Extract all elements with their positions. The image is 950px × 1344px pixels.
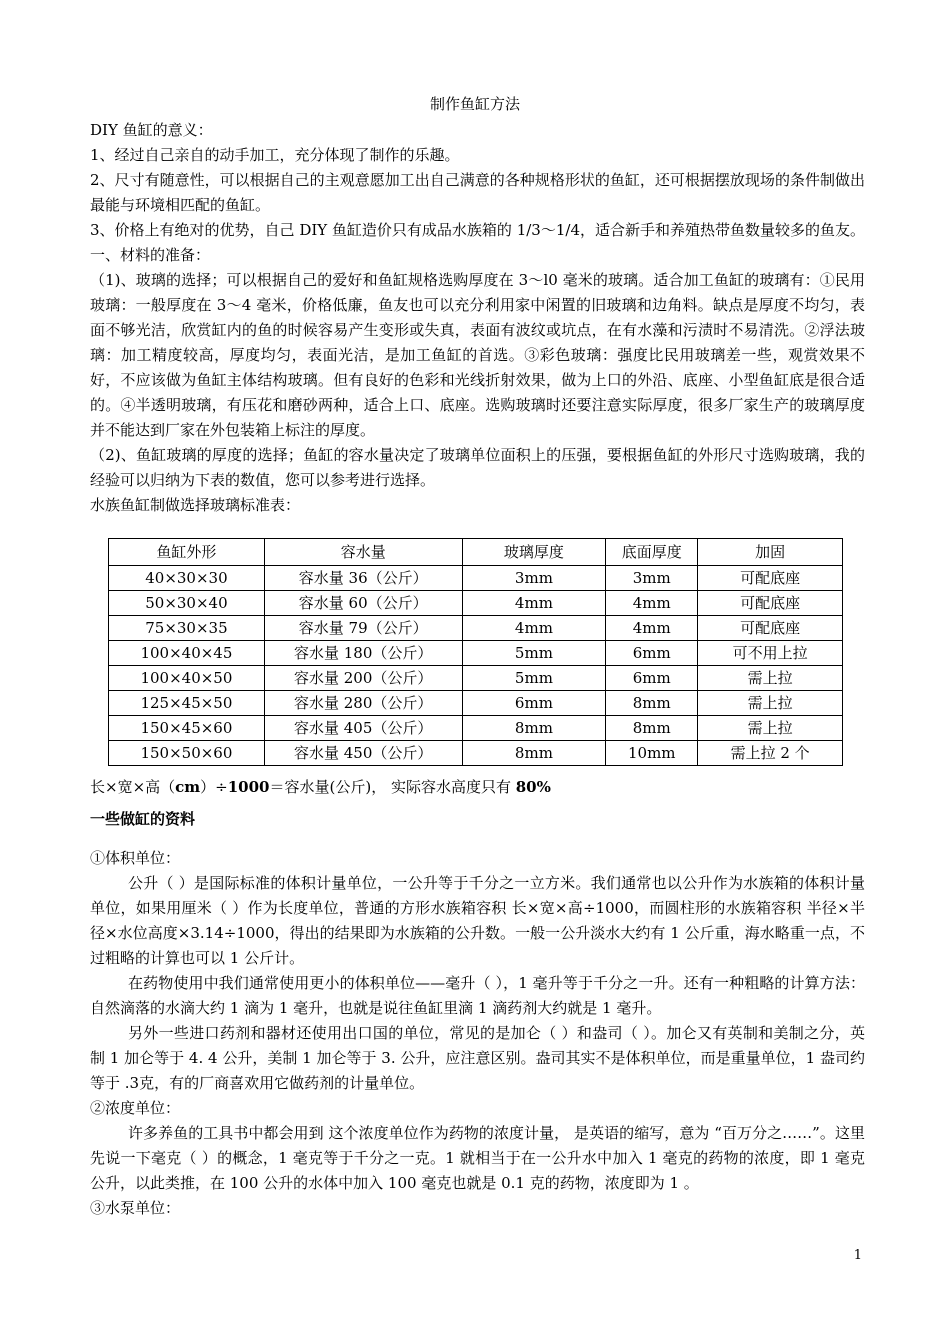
table-row bbox=[109, 741, 843, 766]
formula-text: 长×宽×高（ bbox=[90, 778, 176, 796]
table-cell: 100×40×50 bbox=[109, 666, 265, 691]
table-cell: 150×45×60 bbox=[109, 716, 265, 741]
volume-formula bbox=[90, 776, 551, 798]
table-cell: 150×50×60 bbox=[109, 741, 265, 766]
table-header: 加固 bbox=[698, 539, 843, 566]
table-cell: 5mm bbox=[462, 666, 606, 691]
section-heading-materials: 一些做缸的资料 bbox=[90, 810, 196, 828]
table-cell: 容水量 79（公斤） bbox=[264, 616, 462, 641]
table-cell: 可配底座 bbox=[698, 591, 843, 616]
table-cell: 容水量 200（公斤） bbox=[264, 666, 462, 691]
table-cell: 4mm bbox=[606, 591, 698, 616]
table-row bbox=[109, 691, 843, 716]
unit3-heading: ③水泵单位： bbox=[90, 1199, 181, 1217]
table-cell: 需上拉 bbox=[698, 666, 843, 691]
table-cell: 40×30×30 bbox=[109, 566, 265, 591]
table-cell: 75×30×35 bbox=[109, 616, 265, 641]
table-row bbox=[109, 641, 843, 666]
table-cell: 5mm bbox=[462, 641, 606, 666]
table-cell: 3mm bbox=[606, 566, 698, 591]
notes-block bbox=[90, 846, 865, 1221]
formula-divisor: 1000 bbox=[227, 778, 270, 796]
table-cell: 4mm bbox=[462, 591, 606, 616]
table-cell: 容水量 405（公斤） bbox=[264, 716, 462, 741]
glass-standard-table bbox=[108, 538, 843, 766]
unit1-paragraph-2: 在药物使用中我们通常使用更小的体积单位——毫升（ ），1 毫升等于千分之一升。还有一种粗略的计算方法：自然滴落的水滴大约 1 滴为 1 毫升，也就是说往鱼缸里滴 1 滴药剂大约就是 1 毫升。 bbox=[90, 974, 865, 1017]
table-cell: 可配底座 bbox=[698, 566, 843, 591]
paragraph-2: 2、尺寸有随意性，可以根据自己的主观意愿加工出自己满意的各种规格形状的鱼缸，还可根据摆放现场的条件制做出最能与环境相匹配的鱼缸。 bbox=[90, 171, 865, 214]
page-title: 制作鱼缸方法 bbox=[429, 95, 520, 113]
formula-text: ）÷ bbox=[200, 778, 228, 796]
paragraph-glass-thickness: （2)、鱼缸玻璃的厚度的选择；鱼缸的容水量决定了玻璃单位面积上的压强，要根据鱼缸的外形尺寸选购玻璃，我的经验可以归纳为下表的数值，您可以参考进行选择。 bbox=[90, 446, 865, 489]
table-cell: 125×45×50 bbox=[109, 691, 265, 716]
table-cell: 3mm bbox=[462, 566, 606, 591]
table-row bbox=[109, 666, 843, 691]
table-caption: 水族鱼缸制做选择玻璃标准表： bbox=[90, 496, 301, 514]
unit2-paragraph-1: 许多养鱼的工具书中都会用到 这个浓度单位作为药物的浓度计量， 是英语的缩写，意为 “百万分之……”。这里先说一下毫克（ ）的概念，1 毫克等于千分之一克。1 就相当于在一公升水中加入 1 毫克的药物的浓度，即 1 毫克 公升，以此类推，在 100 公升的水体中加入 100 毫克也就是 0.1 克的药物，浓度即为 1 。 bbox=[90, 1124, 865, 1192]
unit1-paragraph-1: 公升（ ）是国际标准的体积计量单位，一公升等于千分之一立方米。我们通常也以公升作为水族箱的体积计量单位，如果用厘米（ ）作为长度单位，普通的方形水族箱容积 长×宽×高÷1000，而圆柱形的水族箱容积 半径×半径×水位高度×3.14÷1000，得出的结果即为水族箱的公升数。一般一公升淡水大约有 1 公斤重，海水略重一点，不过粗略的计算也可以 1 公斤计。 bbox=[90, 874, 865, 967]
table-cell: 6mm bbox=[606, 641, 698, 666]
table-row bbox=[109, 616, 843, 641]
table-cell: 容水量 60（公斤） bbox=[264, 591, 462, 616]
unit1-paragraph-3: 另外一些进口药剂和器材还使用出口国的单位，常见的是加仑（ ）和盎司（ ）。加仑又有英制和美制之分，英制 1 加仑等于 4. 4 公升，美制 1 加仑等于 3. 公升，应注意区别。盎司其实不是体积单位，而是重量单位，1 盎司约等于 .3克，有的厂商喜欢用它做药剂的计量单位。 bbox=[90, 1024, 865, 1092]
table-cell: 需上拉 bbox=[698, 716, 843, 741]
table-cell: 容水量 280（公斤） bbox=[264, 691, 462, 716]
page-number: 1 bbox=[853, 1248, 862, 1263]
table-cell: 10mm bbox=[606, 741, 698, 766]
diy-heading: DIY 鱼缸的意义： bbox=[90, 121, 213, 139]
paragraph-1: 1、经过自己亲自的动手加工，充分体现了制作的乐趣。 bbox=[90, 146, 460, 164]
table-cell: 4mm bbox=[606, 616, 698, 641]
paragraph-glass-selection: （1)、玻璃的选择；可以根据自己的爱好和鱼缸规格选购厚度在 3～l0 毫米的玻璃。适合加工鱼缸的玻璃有：①民用玻璃：一般厚度在 3～4 毫米，价格低廉，鱼友也可以充分利用家中闲置的旧玻璃和边角料。缺点是厚度不均匀，表面不够光洁，欣赏缸内的鱼的时候容易产生变形或失真，表面有波纹或坑点，在有水藻和污渍时不易清洗。②浮法玻璃：加工精度较高，厚度均匀，表面光洁，是加工鱼缸的首选。③彩色玻璃：强度比民用玻璃差一些，观赏效果不好，不应该做为鱼缸主体结构玻璃。但有良好的色彩和光线折射效果，做为上口的外沿、底座、小型鱼缸底是很合适的。④半透明玻璃，有压花和磨砂两种，适合上口、底座。选购玻璃时还要注意实际厚度，很多厂家生产的玻璃厚度并不能达到厂家在外包装箱上标注的厚度。 bbox=[90, 271, 865, 439]
table-cell: 需上拉 2 个 bbox=[698, 741, 843, 766]
table-cell: 50×30×40 bbox=[109, 591, 265, 616]
table-cell: 6mm bbox=[606, 666, 698, 691]
table-cell: 容水量 36（公斤） bbox=[264, 566, 462, 591]
table-cell: 6mm bbox=[462, 691, 606, 716]
table-cell: 需上拉 bbox=[698, 691, 843, 716]
table-header: 底面厚度 bbox=[606, 539, 698, 566]
unit2-heading: ②浓度单位： bbox=[90, 1099, 181, 1117]
table-cell: 100×40×45 bbox=[109, 641, 265, 666]
formula-text: ＝容水量(公斤)， 实际容水高度只有 bbox=[269, 778, 516, 796]
table-header: 鱼缸外形 bbox=[109, 539, 265, 566]
table-cell: 8mm bbox=[462, 716, 606, 741]
table-row bbox=[109, 566, 843, 591]
table-cell: 可配底座 bbox=[698, 616, 843, 641]
table-cell: 8mm bbox=[606, 691, 698, 716]
table-cell: 8mm bbox=[606, 716, 698, 741]
table-cell: 4mm bbox=[462, 616, 606, 641]
formula-percent: 80% bbox=[515, 778, 551, 796]
table-header-row bbox=[109, 539, 843, 566]
table-cell: 8mm bbox=[462, 741, 606, 766]
table-cell: 容水量 450（公斤） bbox=[264, 741, 462, 766]
paragraph-3: 3、价格上有绝对的优势，自己 DIY 鱼缸造价只有成品水族箱的 1/3～1/4，适合新手和养殖热带鱼数量较多的鱼友。 bbox=[90, 221, 865, 239]
section-1-heading: 一、材料的准备： bbox=[90, 246, 211, 264]
table-row bbox=[109, 591, 843, 616]
intro-block bbox=[90, 118, 865, 518]
unit1-heading: ①体积单位： bbox=[90, 849, 181, 867]
table-cell: 容水量 180（公斤） bbox=[264, 641, 462, 666]
table-cell: 可不用上拉 bbox=[698, 641, 843, 666]
table-header: 容水量 bbox=[264, 539, 462, 566]
table-header: 玻璃厚度 bbox=[462, 539, 606, 566]
formula-unit: cm bbox=[175, 778, 201, 796]
table-row bbox=[109, 716, 843, 741]
